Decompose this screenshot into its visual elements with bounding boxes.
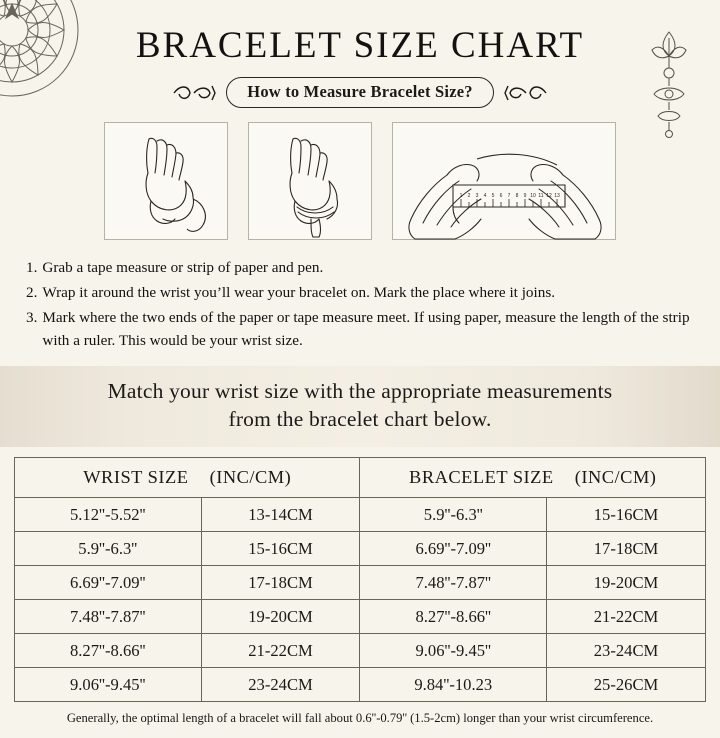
step-number: 3. bbox=[26, 309, 38, 327]
match-size-banner bbox=[0, 366, 720, 447]
table-row bbox=[15, 600, 706, 634]
cell-wrist-inch: 6.69''-7.09'' bbox=[15, 566, 202, 600]
cell-bracelet-cm: 15-16CM bbox=[547, 498, 706, 532]
cell-wrist-cm: 21-22CM bbox=[201, 634, 360, 668]
table-row bbox=[15, 566, 706, 600]
svg-text:11: 11 bbox=[538, 193, 544, 199]
cell-wrist-cm: 19-20CM bbox=[201, 600, 360, 634]
cell-wrist-inch: 5.12''-5.52'' bbox=[15, 498, 202, 532]
cell-bracelet-inch: 5.9''-6.3'' bbox=[360, 498, 547, 532]
svg-text:4: 4 bbox=[483, 193, 487, 199]
svg-text:7: 7 bbox=[507, 193, 511, 199]
svg-text:2: 2 bbox=[467, 193, 471, 199]
subtitle-row bbox=[0, 77, 720, 108]
header-bracelet-size-unit: (INC/CM) bbox=[574, 467, 657, 488]
cell-wrist-inch: 5.9''-6.3'' bbox=[15, 532, 202, 566]
step-item bbox=[26, 281, 694, 304]
svg-text:8: 8 bbox=[515, 193, 519, 199]
cell-bracelet-inch: 9.06''-9.45'' bbox=[360, 634, 547, 668]
cell-bracelet-inch: 7.48''-7.87'' bbox=[360, 566, 547, 600]
cell-bracelet-inch: 8.27''-8.66'' bbox=[360, 600, 547, 634]
svg-text:12: 12 bbox=[546, 193, 552, 199]
page-title: BRACELET SIZE CHART bbox=[135, 25, 585, 66]
illustration-ruler-measure bbox=[392, 122, 616, 240]
cell-wrist-cm: 17-18CM bbox=[201, 566, 360, 600]
step-text: Grab a tape measure or strip of paper and pen. bbox=[42, 259, 324, 276]
cell-wrist-inch: 7.48''-7.87'' bbox=[15, 600, 202, 634]
table-header-row bbox=[15, 458, 706, 498]
flourish-left-icon bbox=[170, 82, 216, 104]
header-bracelet-size-title: BRACELET SIZE bbox=[409, 467, 554, 488]
cell-bracelet-cm: 21-22CM bbox=[547, 600, 706, 634]
step-number: 2. bbox=[26, 284, 38, 302]
cell-bracelet-inch: 6.69''-7.09'' bbox=[360, 532, 547, 566]
table-row bbox=[15, 498, 706, 532]
banner-line-1: Match your wrist size with the appropriate measurements bbox=[107, 379, 613, 404]
illustration-row bbox=[0, 122, 720, 240]
step-item bbox=[26, 256, 694, 279]
cell-bracelet-cm: 17-18CM bbox=[547, 532, 706, 566]
step-item bbox=[26, 306, 694, 352]
header-wrist-size bbox=[15, 458, 360, 498]
svg-text:1: 1 bbox=[459, 193, 463, 199]
cell-bracelet-cm: 25-26CM bbox=[547, 668, 706, 702]
header-wrist-size-unit: (INC/CM) bbox=[209, 467, 292, 488]
step-text: Wrap it around the wrist you’ll wear your bracelet on. Mark the place where it joins. bbox=[42, 284, 556, 302]
subtitle-badge: How to Measure Bracelet Size? bbox=[226, 77, 493, 108]
size-chart-table bbox=[14, 457, 706, 702]
table-row bbox=[15, 532, 706, 566]
cell-wrist-cm: 23-24CM bbox=[201, 668, 360, 702]
cell-bracelet-inch: 9.84''-10.23 bbox=[360, 668, 547, 702]
step-text: Mark where the two ends of the paper or tape measure meet. If using paper, measure the length of the strip with a ruler. This would be your wrist size. bbox=[42, 309, 690, 350]
banner-line-2: from the bracelet chart below. bbox=[228, 406, 492, 431]
cell-bracelet-cm: 19-20CM bbox=[547, 566, 706, 600]
cell-bracelet-cm: 23-24CM bbox=[547, 634, 706, 668]
footnote-text: Generally, the optimal length of a bracelet will fall about 0.6''-0.79'' (1.5-2cm) longer than your wrist circumference. bbox=[66, 711, 654, 726]
header-wrist-size-title: WRIST SIZE bbox=[83, 467, 189, 488]
cell-wrist-inch: 8.27''-8.66'' bbox=[15, 634, 202, 668]
svg-text:9: 9 bbox=[523, 193, 527, 199]
step-number: 1. bbox=[26, 259, 38, 276]
flourish-right-icon bbox=[504, 82, 550, 104]
illustration-step1 bbox=[104, 122, 228, 240]
svg-text:13: 13 bbox=[554, 193, 560, 199]
header-bracelet-size bbox=[360, 458, 706, 498]
svg-text:5: 5 bbox=[491, 193, 495, 199]
svg-text:6: 6 bbox=[499, 193, 503, 199]
svg-text:3: 3 bbox=[475, 193, 479, 199]
cell-wrist-cm: 13-14CM bbox=[201, 498, 360, 532]
cell-wrist-inch: 9.06''-9.45'' bbox=[15, 668, 202, 702]
illustration-step2 bbox=[248, 122, 372, 240]
steps-list bbox=[26, 256, 694, 352]
table-row bbox=[15, 634, 706, 668]
svg-text:10: 10 bbox=[530, 193, 536, 199]
cell-wrist-cm: 15-16CM bbox=[201, 532, 360, 566]
table-row bbox=[15, 668, 706, 702]
